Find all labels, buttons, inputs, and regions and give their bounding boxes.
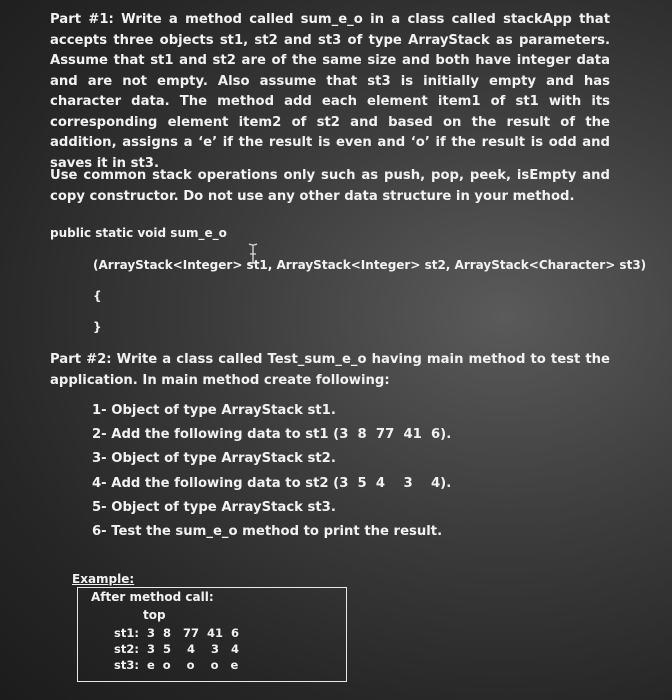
part2-paragraph: Part #2: Write a class called Test_sum_e_o having main method to test the application. In main method create following: (50, 352, 610, 388)
stack-top-label: top (143, 608, 166, 622)
list-item: 1- Object of type ArrayStack st1. (92, 403, 336, 418)
part1-paragraph: Part #1: Write a method called sum_e_o in a class called stackApp that accepts three objects st1, st2 and st3 of type ArrayStack as parameters. Assume that st1 and st2 are of the same size and both have integer data and are not empty. Also assume that st3 is initially empty and has character data. The method add each element item1 of st1 with its corresponding element item2 of st2 and based on the result of the addition, assigns a ‘e’ if the result is even and ‘o’ if the result is odd and saves it in st3. (50, 12, 610, 171)
list-item: 4- Add the following data to st2 (3 5 4 3 4). (92, 475, 452, 491)
list-item: 6- Test the sum_e_o method to print the result. (92, 524, 443, 540)
example-row-st2: st2: 3 5 4 3 4 (114, 642, 240, 656)
part2-steps-list (92, 399, 451, 544)
part1-constraints-paragraph: Use common stack operations only such as push, pop, peek, isEmpty and copy constructor. Do not use any other data structure in your method. (50, 168, 610, 204)
example-box (77, 587, 347, 682)
method-signature: public static void sum_e_o (50, 226, 227, 240)
example-label: Example: (72, 572, 135, 586)
text-cursor-icon (246, 243, 260, 265)
list-item: 5- Object of type ArrayStack st3. (92, 499, 336, 515)
list-item: 2- Add the following data to st1 (3 8 77 41 6). (92, 427, 452, 443)
method-parameters: (ArrayStack<Integer> st1, ArrayStack<Integer> st2, ArrayStack<Character> st3) (93, 258, 647, 272)
list-item: 3- Object of type ArrayStack st2. (92, 451, 336, 467)
example-title: After method call: (91, 590, 214, 604)
example-row-st3: st3: e o o o e (114, 658, 239, 672)
close-brace: } (93, 320, 102, 334)
open-brace: { (93, 289, 102, 303)
example-row-st1: st1: 3 8 77 41 6 (114, 626, 239, 640)
